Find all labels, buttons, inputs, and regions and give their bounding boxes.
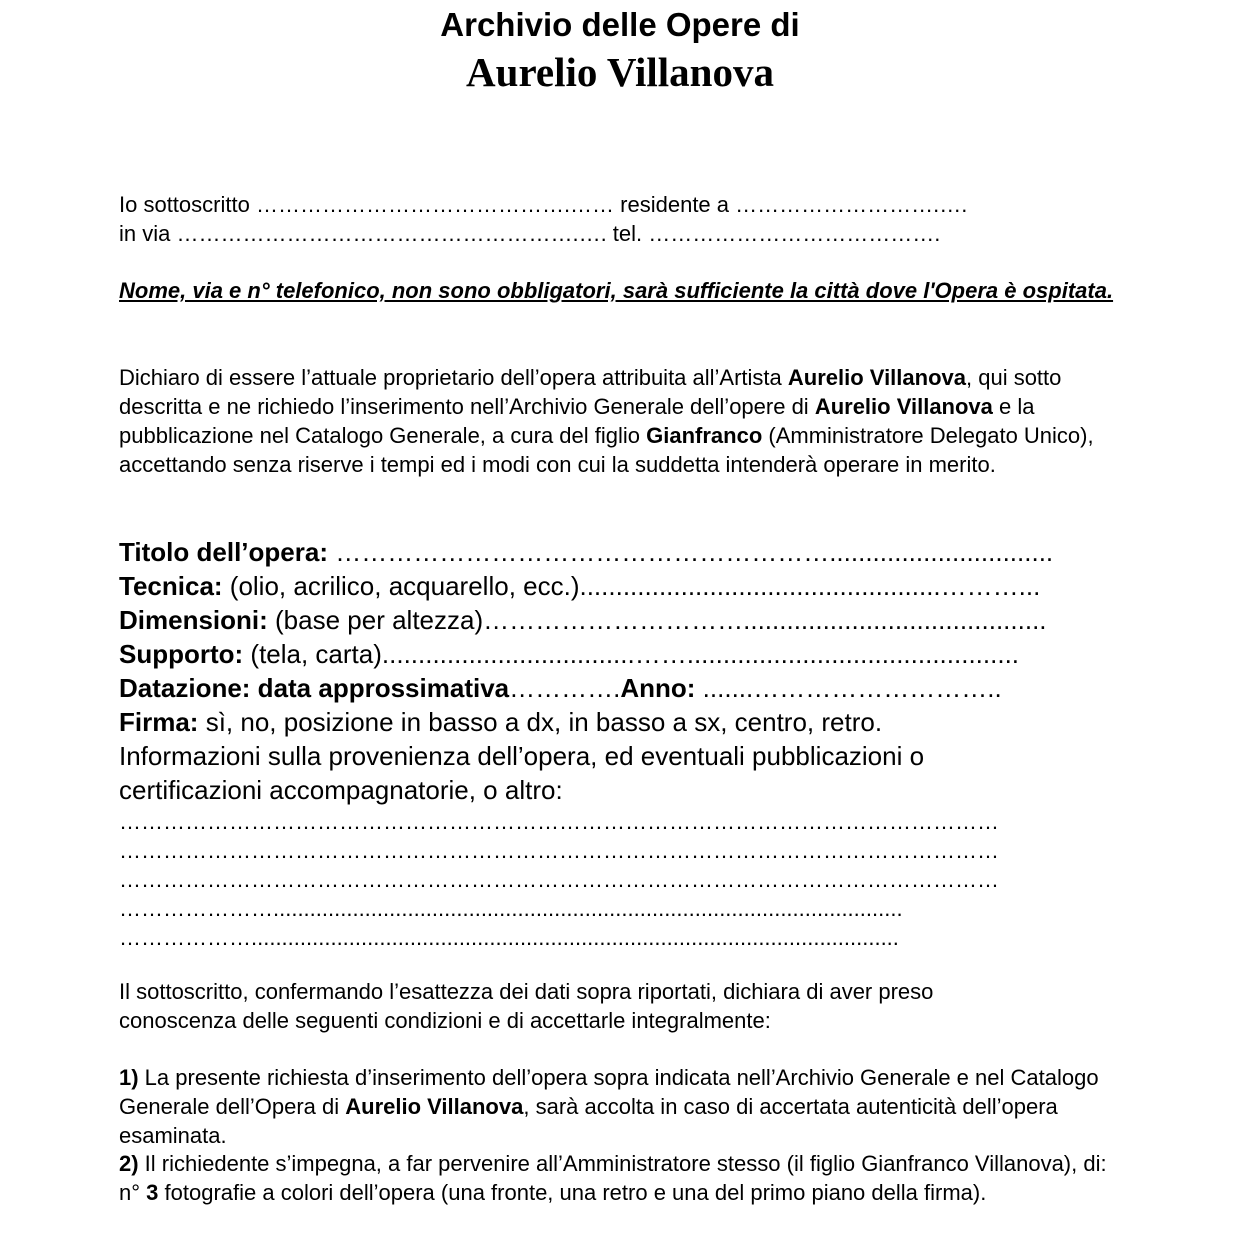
declaration-text-2: , qui sotto descritta e ne richiedo l’inserimento nell’Archivio Generale dell’opere di [119,365,1062,419]
declaration-paragraph [119,363,1119,479]
artist-name-title: Aurelio Villanova [466,49,774,95]
personal-line-name: Io sottoscritto …………………………………….…… residente a ……………………….…. [119,192,968,217]
personal-line-address: in via ……………………………………………….…. tel. …………………………………. [119,221,941,246]
field-placeholder: (base per altezza)………………………….......................................... [267,605,1047,635]
field-dimensioni [119,603,1129,637]
field-placeholder: sì, no, posizione in basso a dx, in basso a sx, centro, retro. [198,707,883,737]
field-info-line1: Informazioni sulla provenienza dell’opera, ed eventuali pubblicazioni o [119,741,925,771]
condition-2 [119,1149,1119,1207]
field-supporto [119,637,1129,671]
dotted-line: …………………....................................................................................................... [119,896,903,921]
field-label: Datazione: data approssimativa [119,673,510,703]
artist-name-bold: Aurelio Villanova [345,1094,524,1119]
field-tecnica [119,569,1129,603]
condition-1 [119,1063,1119,1150]
field-placeholder: (olio, acrilico, acquarello, ecc.)..................................................………... [222,571,1041,601]
field-label: Firma: [119,707,199,737]
artwork-fields [119,535,1129,807]
field-label: Supporto: [119,639,244,669]
field-firma [119,705,1129,739]
confirmation-line: Il sottoscritto, confermando l’esattezza dei dati sopra riportati, dichiara di aver preso [119,979,934,1004]
field-placeholder: …………………………………………………............................... [327,537,1054,567]
declaration-text-4: (Amministratore Delegato Unico), accettando senza riserve i tempi ed i modi con cui la suddetta intenderà operare in merito. [119,423,1094,477]
field-label: Titolo dell’opera: [119,537,328,567]
photo-count-bold: 3 [146,1180,159,1205]
field-label: Dimensioni: [119,605,268,635]
dotted-line: ………………………………………………………………………………………………………… [119,867,999,892]
son-name-bold: Gianfranco [646,423,763,448]
condition-number: 2) [119,1151,139,1176]
artist-name-bold: Aurelio Villanova [814,394,993,419]
condition-text: Il richiedente s’impegna, a far pervenire all’Amministratore stesso (il figlio Gianfranco Villanova), di: n° [119,1151,1107,1205]
field-label-anno: Anno: [620,673,696,703]
condition-text: La presente richiesta d’inserimento dell’opera sopra indicata nell’Archivio Generale e nel Catalogo Generale dell’Opera di [119,1065,1099,1119]
field-titolo [119,535,1129,569]
privacy-note: Nome, via e n° telefonico, non sono obbligatori, sarà sufficiente la città dove l'Opera è ospitata. [119,278,1114,303]
artist-name-bold: Aurelio Villanova [787,365,966,390]
personal-info [119,190,1119,248]
confirmation-line: conoscenza delle seguenti condizioni e di accettarle integralmente: [119,1008,771,1033]
field-datazione [119,671,1129,705]
condition-text: , sarà accolta in caso di accertata autenticità dell’opera esaminata. [119,1094,1058,1148]
field-info-line2: certificazioni accompagnatorie, o altro: [119,775,563,805]
info-dotted-lines [119,807,1119,952]
field-label: Tecnica: [119,571,223,601]
dotted-line: ……………….......................................................................................................... [119,925,899,950]
declaration-text-3: e la pubblicazione nel Catalogo Generale, a cura del figlio [119,394,1035,448]
field-placeholder: .......……………………….. [695,673,1002,703]
archive-title: Archivio delle Opere di [440,6,800,43]
condition-number: 1) [119,1065,139,1090]
dotted-line: ………………………………………………………………………………………………………… [119,838,999,863]
confirmation-paragraph [119,977,1119,1035]
condition-text: fotografie a colori dell’opera (una fronte, una retro e una del primo piano della firma). [158,1180,987,1205]
dotted-line: ………………………………………………………………………………………………………… [119,809,999,834]
field-placeholder: …………. [509,673,621,703]
field-placeholder: (tela, carta)...................................…….............................................. [243,639,1020,669]
declaration-text-1: Dichiaro di essere l’attuale proprietario dell’opera attribuita all’Artista [119,365,788,390]
